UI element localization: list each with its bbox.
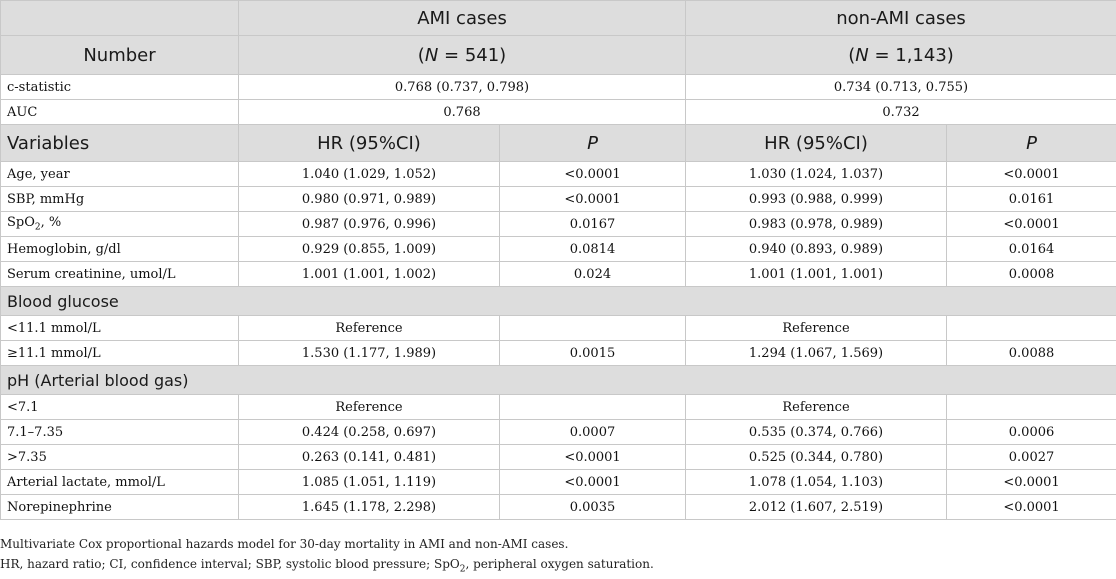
- section-row-ph: [1, 366, 1116, 395]
- ami-p-cell: <0.0001: [500, 162, 686, 187]
- ami-hr-cell: 0.987 (0.976, 0.996): [239, 212, 500, 237]
- row-label: Serum creatinine, umol/L: [1, 262, 239, 287]
- ami-hr-cell: 1.645 (1.178, 2.298): [239, 495, 500, 520]
- ami-p-cell: <0.0001: [500, 187, 686, 212]
- ami-p-header: P: [500, 125, 686, 162]
- variables-header: Variables: [1, 125, 239, 162]
- nonami-hr-header: HR (95%CI): [686, 125, 947, 162]
- section-title: pH (Arterial blood gas): [1, 366, 1116, 395]
- column-header-row: [1, 125, 1116, 162]
- ami-p-cell: 0.0167: [500, 212, 686, 237]
- table-row: [1, 495, 1116, 520]
- ami-hr-header: HR (95%CI): [239, 125, 500, 162]
- nonami-hr-cell: 1.001 (1.001, 1.001): [686, 262, 947, 287]
- ami-hr-cell: 1.040 (1.029, 1.052): [239, 162, 500, 187]
- row-label: SpO$_2$, %: [1, 212, 239, 237]
- summary-nonami: 0.732: [686, 100, 1116, 125]
- table-row: [1, 341, 1116, 366]
- nonami-hr-cell: Reference: [686, 316, 947, 341]
- row-label: Arterial lactate, mmol/L: [1, 470, 239, 495]
- row-label: 7.1–7.35: [1, 420, 239, 445]
- row-label: Norepinephrine: [1, 495, 239, 520]
- ami-hr-cell: 0.424 (0.258, 0.697): [239, 420, 500, 445]
- nonami-p-cell: <0.0001: [947, 470, 1116, 495]
- ami-p-cell: 0.0035: [500, 495, 686, 520]
- group-header-row: [1, 1, 1116, 36]
- ami-p-cell: 0.0015: [500, 341, 686, 366]
- nonami-hr-cell: 1.078 (1.054, 1.103): [686, 470, 947, 495]
- nonami-p-cell: 0.0088: [947, 341, 1116, 366]
- summary-row: [1, 75, 1116, 100]
- summary-ami: 0.768: [239, 100, 686, 125]
- summary-label: AUC: [1, 100, 239, 125]
- ami-hr-cell: Reference: [239, 395, 500, 420]
- nonami-p-cell: <0.0001: [947, 212, 1116, 237]
- footnote-abbreviations: HR, hazard ratio; CI, confidence interval; SBP, systolic blood pressure; SpO$_2$, peripheral oxygen saturation.: [0, 554, 1116, 579]
- nonami-hr-cell: 0.535 (0.374, 0.766): [686, 420, 947, 445]
- ami-p-cell: [500, 316, 686, 341]
- row-label: ≥11.1 mmol/L: [1, 341, 239, 366]
- nonami-hr-cell: Reference: [686, 395, 947, 420]
- nonami-p-cell: [947, 316, 1116, 341]
- nonami-hr-cell: 0.940 (0.893, 0.989): [686, 237, 947, 262]
- row-label: >7.35: [1, 445, 239, 470]
- footnote-model: Multivariate Cox proportional hazards model for 30-day mortality in AMI and non-AMI cases.: [0, 534, 1116, 554]
- nonami-hr-cell: 0.983 (0.978, 0.989): [686, 212, 947, 237]
- nonami-p-cell: 0.0006: [947, 420, 1116, 445]
- table-row: [1, 445, 1116, 470]
- ami-p-cell: <0.0001: [500, 470, 686, 495]
- table-footnotes: [0, 534, 1116, 579]
- nonami-p-header: P: [947, 125, 1116, 162]
- row-label: <7.1: [1, 395, 239, 420]
- number-label: Number: [1, 36, 239, 75]
- row-label: SBP, mmHg: [1, 187, 239, 212]
- nonami-p-cell: [947, 395, 1116, 420]
- nonami-n: (N = 1,143): [686, 36, 1116, 75]
- section-title: Blood glucose: [1, 287, 1116, 316]
- ami-hr-cell: Reference: [239, 316, 500, 341]
- header-blank-cell: [1, 1, 239, 36]
- nonami-hr-cell: 1.294 (1.067, 1.569): [686, 341, 947, 366]
- summary-ami: 0.768 (0.737, 0.798): [239, 75, 686, 100]
- nonami-hr-cell: 0.993 (0.988, 0.999): [686, 187, 947, 212]
- ami-hr-cell: 1.085 (1.051, 1.119): [239, 470, 500, 495]
- row-label: Age, year: [1, 162, 239, 187]
- nonami-p-cell: 0.0164: [947, 237, 1116, 262]
- summary-label: c-statistic: [1, 75, 239, 100]
- summary-row: [1, 100, 1116, 125]
- ami-group-header: AMI cases: [239, 1, 686, 36]
- nonami-hr-cell: 1.030 (1.024, 1.037): [686, 162, 947, 187]
- table-row: [1, 420, 1116, 445]
- ami-p-cell: 0.0814: [500, 237, 686, 262]
- ami-p-cell: [500, 395, 686, 420]
- summary-nonami: 0.734 (0.713, 0.755): [686, 75, 1116, 100]
- row-label: <11.1 mmol/L: [1, 316, 239, 341]
- table-row: [1, 395, 1116, 420]
- nonami-p-cell: 0.0161: [947, 187, 1116, 212]
- nonami-group-header: non-AMI cases: [686, 1, 1116, 36]
- table-row: [1, 162, 1116, 187]
- table-row: [1, 470, 1116, 495]
- ami-p-cell: <0.0001: [500, 445, 686, 470]
- table-row: [1, 262, 1116, 287]
- number-header-row: [1, 36, 1116, 75]
- table-row: [1, 187, 1116, 212]
- nonami-p-cell: 0.0027: [947, 445, 1116, 470]
- nonami-p-cell: <0.0001: [947, 495, 1116, 520]
- section-row-blood-glucose: [1, 287, 1116, 316]
- ami-hr-cell: 0.263 (0.141, 0.481): [239, 445, 500, 470]
- ami-p-cell: 0.0007: [500, 420, 686, 445]
- table-row: [1, 237, 1116, 262]
- table-row: [1, 316, 1116, 341]
- nonami-hr-cell: 0.525 (0.344, 0.780): [686, 445, 947, 470]
- nonami-hr-cell: 2.012 (1.607, 2.519): [686, 495, 947, 520]
- nonami-p-cell: <0.0001: [947, 162, 1116, 187]
- table-row: [1, 212, 1116, 237]
- ami-hr-cell: 0.980 (0.971, 0.989): [239, 187, 500, 212]
- ami-hr-cell: 0.929 (0.855, 1.009): [239, 237, 500, 262]
- nonami-p-cell: 0.0008: [947, 262, 1116, 287]
- ami-hr-cell: 1.530 (1.177, 1.989): [239, 341, 500, 366]
- ami-p-cell: 0.024: [500, 262, 686, 287]
- ami-n: (N = 541): [239, 36, 686, 75]
- ami-hr-cell: 1.001 (1.001, 1.002): [239, 262, 500, 287]
- row-label: Hemoglobin, g/dl: [1, 237, 239, 262]
